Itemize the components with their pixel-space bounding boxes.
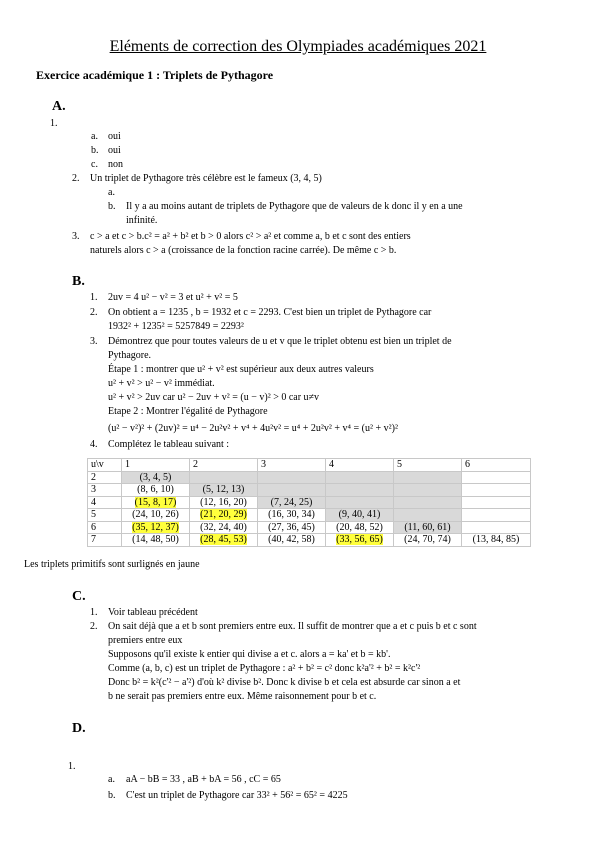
primitive-triplet-highlight: (33, 56, 65)	[336, 534, 383, 546]
line-text: Pythagore.	[108, 350, 152, 361]
table-header-cell: 6	[462, 459, 531, 472]
table-row-label: 4	[88, 496, 122, 509]
table-row-label: 2	[88, 471, 122, 484]
line-number: 1.	[90, 292, 98, 303]
section-d-label: D.	[72, 721, 86, 736]
table-cell	[190, 471, 258, 484]
table-cell	[462, 496, 531, 509]
sub-item-text: oui	[108, 131, 121, 142]
table-note: Les triplets primitifs sont surlignés en jaune	[24, 559, 200, 570]
sub-item-text: C'est un triplet de Pythagore car 33² + 56² = 65² = 4225	[126, 790, 348, 801]
line-text: Supposons qu'il existe k entier qui divise a et c. alors a = ka' et b = kb'.	[108, 649, 391, 660]
sub-item-marker: b.	[91, 145, 99, 156]
table-row	[88, 534, 531, 547]
primitive-triplet-highlight: (15, 8, 17)	[134, 496, 177, 508]
line-text: b ne serait pas premiers entre eux. Même raisonnement pour b et c.	[108, 691, 377, 702]
table-cell	[462, 509, 531, 522]
line-text: Donc b² = k²(c'² − a'²) d'où k² divise b². Donc k divise b et cela est absurde car sinon a et	[108, 677, 461, 688]
table-cell	[462, 471, 531, 484]
line-text: Complétez le tableau suivant :	[108, 439, 230, 450]
section-a-item3-line2: naturels alors c > a (croissance de la fonction racine carrée). De même c > b.	[90, 245, 397, 256]
table-cell: (3, 4, 5)	[122, 471, 190, 484]
table-row-label: 7	[88, 534, 122, 547]
table-cell	[394, 471, 462, 484]
table-cell	[462, 484, 531, 497]
table-header-cell: 3	[258, 459, 326, 472]
sub-item-marker: a.	[108, 774, 115, 785]
table-cell	[394, 496, 462, 509]
exercise-heading: Exercice académique 1 : Triplets de Pythagore	[36, 68, 274, 82]
table-cell: (7, 24, 25)	[258, 496, 326, 509]
line-text: u² + v² > u² − v² immédiat.	[108, 378, 215, 389]
section-c-label: C.	[72, 589, 86, 604]
table-row	[88, 509, 531, 522]
table-row	[88, 521, 531, 534]
table-row-label: 3	[88, 484, 122, 497]
table-cell: (13, 84, 85)	[462, 534, 531, 547]
table-cell: (5, 12, 13)	[190, 484, 258, 497]
section-a-item1-number: 1.	[50, 118, 58, 129]
section-a-item2-text: Un triplet de Pythagore très célèbre est le fameux (3, 4, 5)	[90, 173, 322, 184]
table-header-cell: 5	[394, 459, 462, 472]
table-cell: (9, 40, 41)	[326, 509, 394, 522]
table-row-label: 5	[88, 509, 122, 522]
sub-item-marker: a.	[91, 131, 98, 142]
section-a-item3-line1: c > a et c > b.c² = a² + b² et b > 0 alors c² > a² et comme a, b et c sont des entiers	[90, 231, 411, 242]
table-cell: (24, 10, 26)	[122, 509, 190, 522]
line-text: On sait déjà que a et b sont premiers entre eux. Il suffit de montrer que a et c puis b et c sont	[108, 621, 477, 632]
table-cell: (20, 48, 52)	[326, 521, 394, 534]
table-header-cell: 4	[326, 459, 394, 472]
section-a-item2-number: 2.	[72, 173, 80, 184]
table-header-cell: 2	[190, 459, 258, 472]
table-cell-primitive	[190, 509, 258, 522]
sub-item-text: oui	[108, 145, 121, 156]
sub-item-text: non	[108, 159, 123, 170]
table-cell: (27, 36, 45)	[258, 521, 326, 534]
table-cell-primitive	[326, 534, 394, 547]
page-title: Eléments de correction des Olympiades académiques 2021	[109, 38, 487, 55]
line-number: 3.	[90, 336, 98, 347]
table-header-row	[88, 459, 531, 472]
table-cell	[326, 471, 394, 484]
table-cell-primitive	[122, 521, 190, 534]
table-cell: (14, 48, 50)	[122, 534, 190, 547]
line-number: 4.	[90, 439, 98, 450]
line-text: On obtient a = 1235 , b = 1932 et c = 2293. C'est bien un triplet de Pythagore car	[108, 307, 432, 318]
table-cell: (8, 6, 10)	[122, 484, 190, 497]
line-text: u² + v² > 2uv car u² − 2uv + v² = (u − v)² > 0 car u≠v	[108, 392, 320, 403]
table-cell	[462, 521, 531, 534]
table-cell	[394, 509, 462, 522]
table-cell: (12, 16, 20)	[190, 496, 258, 509]
line-text: premiers entre eux	[108, 635, 183, 646]
table-cell-primitive	[122, 496, 190, 509]
section-a-item2-b-marker: b.	[108, 201, 116, 212]
section-a-item2-b-line2: infinité.	[126, 215, 158, 226]
sub-item-marker: c.	[91, 159, 98, 170]
table-cell	[326, 496, 394, 509]
primitive-triplet-highlight: (21, 20, 29)	[200, 509, 247, 521]
line-text: (u² − v²)² + (2uv)² = u⁴ − 2u²v² + v⁴ + 4u²v² = u⁴ + 2u²v² + v⁴ = (u² + v²)²	[108, 423, 398, 434]
table-cell: (32, 24, 40)	[190, 521, 258, 534]
line-text: Etape 2 : Montrer l'égalité de Pythagore	[108, 406, 268, 417]
table-header-cell: 1	[122, 459, 190, 472]
table-cell	[326, 484, 394, 497]
table-cell-primitive	[190, 534, 258, 547]
line-text: Démontrez que pour toutes valeurs de u et v que le triplet obtenu est bien un triplet de	[108, 336, 452, 347]
section-d-item1-number: 1.	[68, 761, 76, 772]
line-text: 1932² + 1235² = 5257849 = 2293²	[108, 321, 244, 332]
table-row	[88, 496, 531, 509]
line-text: Comme (a, b, c) est un triplet de Pythagore : a² + b² = c² donc k²a'² + b² = k²c'²	[108, 663, 421, 674]
line-text: Voir tableau précédent	[108, 607, 198, 618]
table-cell	[258, 484, 326, 497]
sub-item-marker: b.	[108, 790, 116, 801]
line-number: 2.	[90, 621, 98, 632]
table-row-label: 6	[88, 521, 122, 534]
table-cell: (11, 60, 61)	[394, 521, 462, 534]
section-a-item2-a: a.	[108, 187, 115, 198]
table-cell: (24, 70, 74)	[394, 534, 462, 547]
line-number: 2.	[90, 307, 98, 318]
section-a-item2-b-line1: Il y a au moins autant de triplets de Pythagore que de valeurs de k donc il y en a une	[126, 201, 463, 212]
table-cell	[394, 484, 462, 497]
section-a-label: A.	[52, 99, 66, 114]
table-cell: (16, 30, 34)	[258, 509, 326, 522]
primitive-triplet-highlight: (35, 12, 37)	[132, 521, 179, 533]
table-cell	[258, 471, 326, 484]
section-b-label: B.	[72, 274, 85, 289]
line-text: 2uv = 4 u² − v² = 3 et u² + v² = 5	[108, 292, 238, 303]
triplets-table	[87, 458, 531, 547]
line-text: Étape 1 : montrer que u² + v² est supérieur aux deux autres valeurs	[108, 364, 374, 375]
primitive-triplet-highlight: (28, 45, 53)	[200, 534, 247, 546]
section-a-item3-number: 3.	[72, 231, 80, 242]
line-number: 1.	[90, 607, 98, 618]
sub-item-text: aA − bB = 33 , aB + bA = 56 , cC = 65	[126, 774, 281, 785]
table-row	[88, 471, 531, 484]
table-header-cell: u\v	[88, 459, 122, 472]
table-cell: (40, 42, 58)	[258, 534, 326, 547]
table-row	[88, 484, 531, 497]
